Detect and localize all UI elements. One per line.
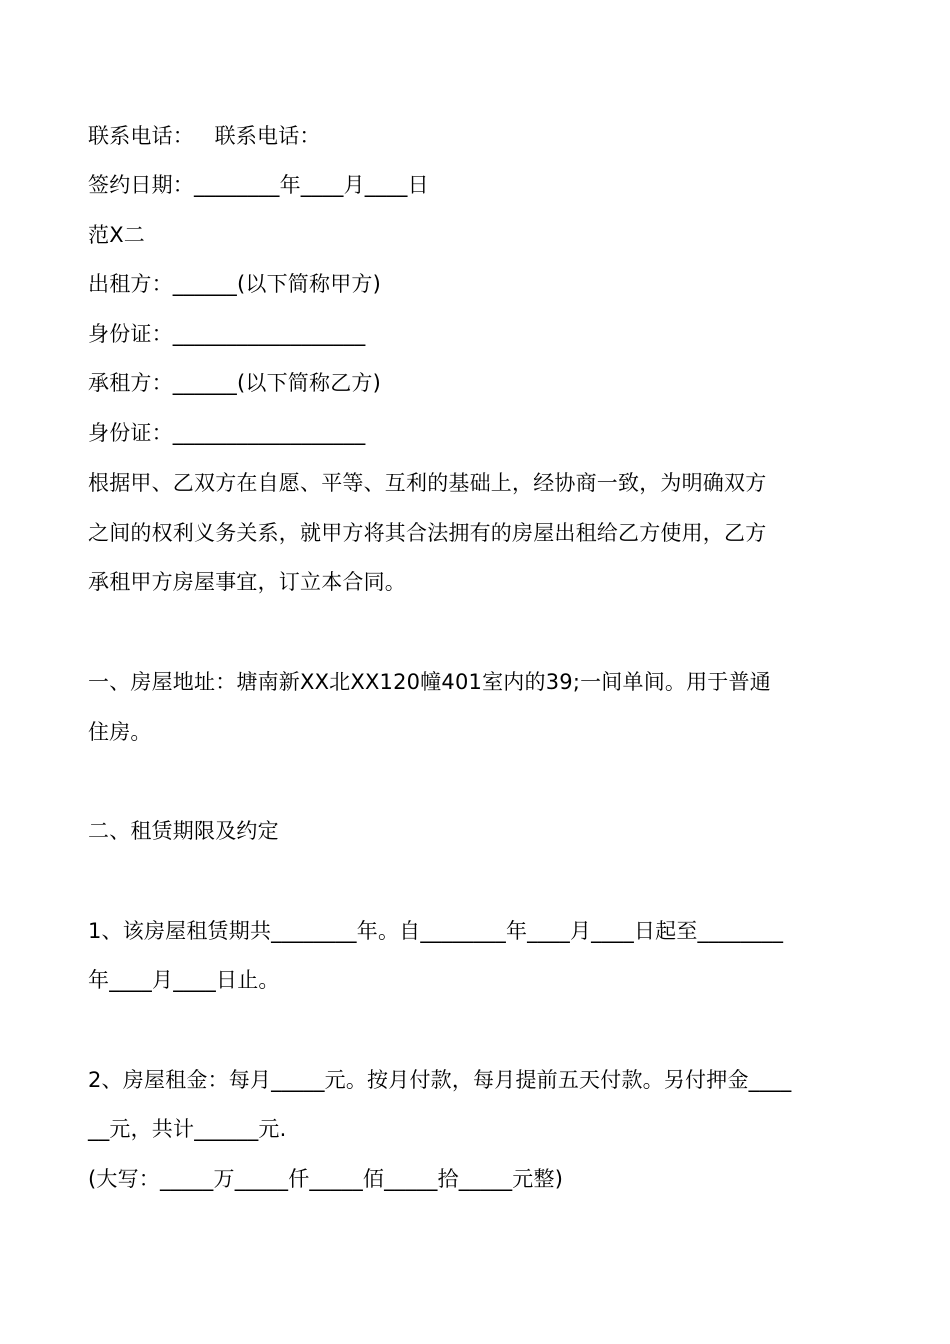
clause-1-line-2: 住房。	[88, 720, 152, 744]
section-title: 范X二	[88, 223, 145, 247]
clause-1-line-1: 一、房屋地址：塘南新XX北XX120幢401室内的39;一间单间。用于普通	[88, 670, 771, 694]
clause-2-2-line-1: 2、房屋租金：每月_____元。按月付款，每月提前五天付款。另付押金____	[88, 1068, 792, 1092]
lessor-id-line: 身份证：__________________	[88, 322, 366, 346]
intro-paragraph-line-3: 承租甲方房屋事宜，订立本合同。	[88, 570, 406, 594]
clause-2-1-line-2: 年____月____日止。	[88, 968, 280, 992]
clause-2-2-line-2: __元，共计______元.	[88, 1117, 287, 1141]
lessee-id-line: 身份证：__________________	[88, 421, 366, 445]
contact-phone-line: 联系电话： 联系电话：	[88, 124, 321, 148]
intro-paragraph-line-1: 根据甲、乙双方在自愿、平等、互利的基础上，经协商一致，为明确双方	[88, 471, 767, 495]
lessor-line: 出租方：______(以下简称甲方)	[88, 272, 381, 296]
intro-paragraph-line-2: 之间的权利义务关系，就甲方将其合法拥有的房屋出租给乙方使用，乙方	[88, 521, 767, 545]
amount-in-words-line: (大写：_____万_____仟_____佰_____拾_____元整)	[88, 1167, 564, 1191]
lessee-line: 承租方：______(以下简称乙方)	[88, 371, 381, 395]
clause-2-1-line-1: 1、该房屋租赁期共________年。自________年____月____日起至________	[88, 919, 784, 943]
clause-2-heading: 二、租赁期限及约定	[88, 819, 279, 843]
sign-date-line: 签约日期：________年____月____日	[88, 173, 429, 197]
